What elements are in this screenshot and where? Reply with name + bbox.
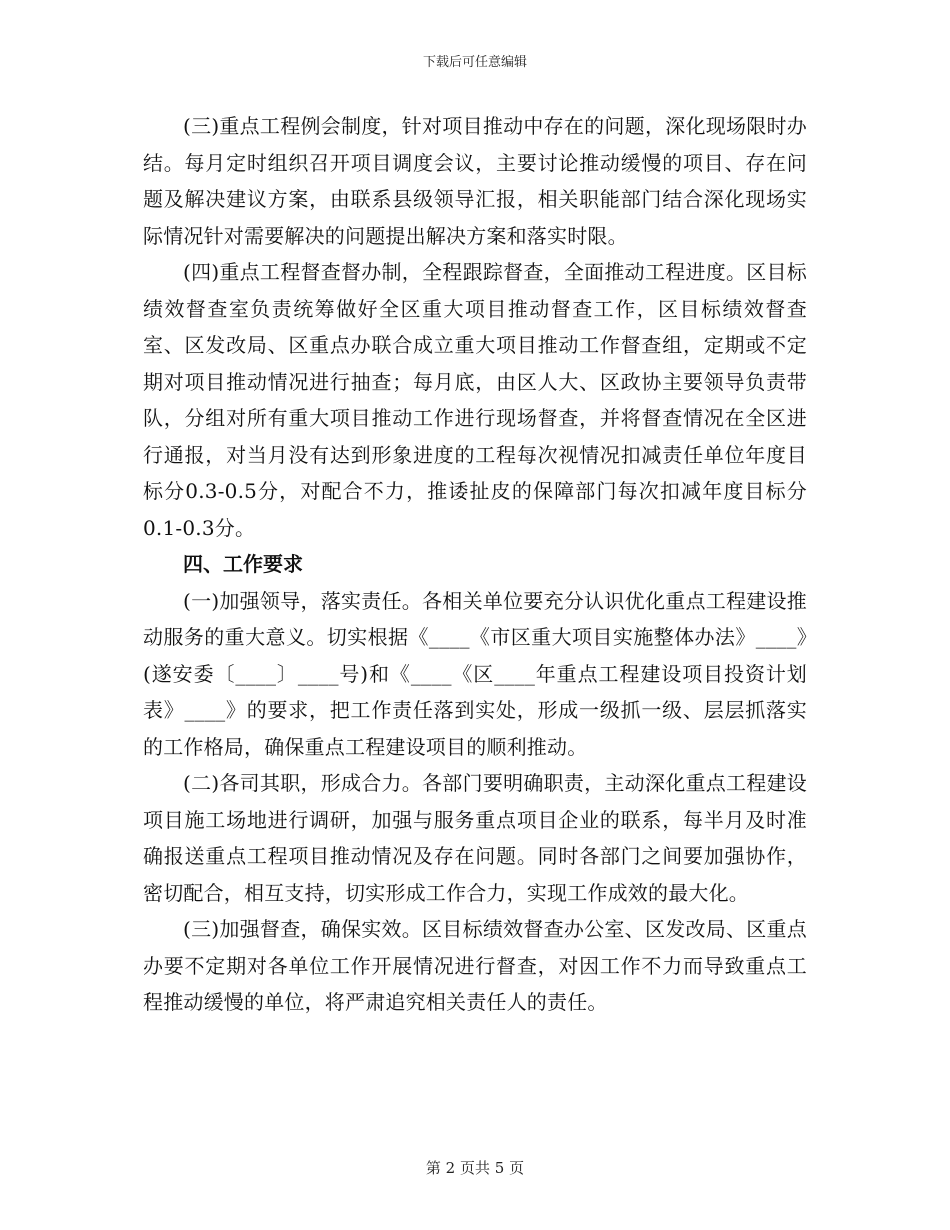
paragraph-key-project-meeting: (三)重点工程例会制度，针对项目推动中存在的问题，深化现场限时办结。每月定时组织召开项目调度会议，主要讨论推动缓慢的项目、存在问题及解决建议方案，由联系县级领导汇报，相关职能部门结合深化现场实际情况针对需要解决的问题提出解决方案和落实时限。 [143,114,807,248]
paragraph-requirement-supervision: (三)加强督查，确保实效。区目标绩效督查办公室、区发改局、区重点办要不定期对各单位工作开展情况进行督查，对因工作不力而导致重点工程推动缓慢的单位，将严肃追究相关责任人的责任。 [143,917,807,1014]
paragraph-supervision-system: (四)重点工程督查督办制，全程跟踪督查，全面推动工程进度。区目标绩效督查室负责统筹做好全区重大项目推动督查工作，区目标绩效督查室、区发改局、区重点办联合成立重大项目推动工作督查组，定期或不定期对项目推动情况进行抽查；每月底，由区人大、区政协主要领导负责带队，分组对所有重大项目推动工作进行现场督查，并将督查情况在全区进行通报，对当月没有达到形象进度的工程每次视情况扣减责任单位年度目标分0.3-0.5分，对配合不力，推诿扯皮的保障部门每次扣减年度目标分0.1-0.3分。 [143,260,807,540]
paragraph-requirement-cooperation: (二)各司其职，形成合力。各部门要明确职责，主动深化重点工程建设项目施工场地进行调研，加强与服务重点项目企业的联系，每半月及时准确报送重点工程项目推动情况及存在问题。同时各部门之间要加强协作，密切配合，相互支持，切实形成工作合力，实现工作成效的最大化。 [143,771,807,905]
document-body [143,108,807,1021]
paragraph-requirement-leadership: (一)加强领导，落实责任。各相关单位要充分认识优化重点工程建设推动服务的重大意义。切实根据《____《市区重大项目实施整体办法》____》(遂安委〔____〕____号)和《____《区____年重点工程建设项目投资计划表》____》的要求，把工作责任落到实处，形成一级抓一级、层层抓落实的工作格局，确保重点工程建设项目的顺利推动。 [143,588,807,759]
page-header: 下载后可任意编辑 [422,55,527,70]
page-number-footer: 第 2 页共 5 页 [425,1159,525,1177]
section-heading-work-requirements: 四、工作要求 [183,552,303,576]
